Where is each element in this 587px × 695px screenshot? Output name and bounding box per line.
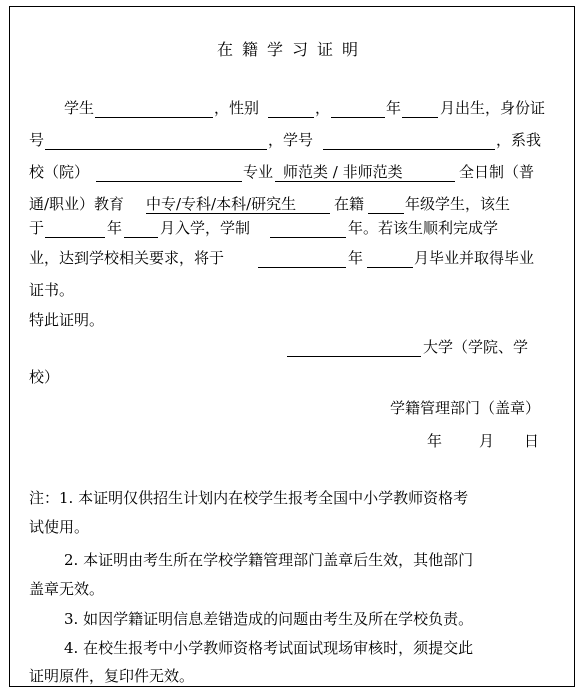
- stamp-department: 学籍管理部门（盖章）: [390, 399, 541, 417]
- note-3: 3. 如因学籍证明信息差错造成的问题由考生及所在学校负责。: [64, 610, 474, 628]
- underline-education-level: [146, 213, 330, 214]
- label-graduation-month: 月毕业并取得毕业: [414, 249, 535, 267]
- note-4-line-2: 证明原件，复印件无效。: [29, 667, 195, 685]
- label-certificate: 证书。: [29, 281, 75, 299]
- label-birth-month-id: 月出生，身份证: [440, 99, 546, 117]
- blank-enroll-month[interactable]: [124, 237, 158, 238]
- label-student: 学生: [64, 99, 95, 117]
- option-normal-type[interactable]: 师范类 / 非师范类: [283, 163, 403, 181]
- note-4-line-1: 4. 在校生报考中小学教师资格考试面试现场审核时，须提交此: [64, 639, 474, 657]
- date-month-label: 月: [479, 432, 495, 450]
- blank-student-name[interactable]: [95, 117, 213, 118]
- note-1-line-1: 注：1. 本证明仅供招生计划内在校学生报考全国中小学教师资格考: [29, 489, 469, 507]
- comma-1: ，: [315, 99, 331, 117]
- blank-university[interactable]: [287, 356, 421, 357]
- blank-graduation-year[interactable]: [258, 267, 346, 268]
- blank-grade[interactable]: [368, 213, 404, 214]
- label-hereby-certify: 特此证明。: [29, 311, 105, 329]
- date-day-label: 日: [524, 432, 540, 450]
- blank-program-length[interactable]: [270, 237, 346, 238]
- label-school: ，系我: [496, 131, 542, 149]
- label-program-length: 年。若该生顺利完成学: [348, 219, 499, 237]
- underline-normal-type: [275, 181, 455, 182]
- label-enrolled: 在籍: [334, 195, 365, 213]
- date-year-label: 年: [427, 432, 443, 450]
- label-enroll-year: 年: [107, 219, 123, 237]
- blank-birth-month[interactable]: [402, 117, 438, 118]
- label-major: 专业: [243, 163, 274, 181]
- label-school-college: 校（院）: [29, 163, 90, 181]
- label-grade: 年级学生，该生: [405, 195, 511, 213]
- document-title: 在籍学习证明: [217, 40, 368, 59]
- blank-graduation-month[interactable]: [367, 267, 413, 268]
- label-education-type: 通/职业）教育: [29, 195, 125, 213]
- label-gender: ，性别: [214, 99, 260, 117]
- blank-student-number[interactable]: [323, 149, 495, 150]
- label-school-end: 校）: [29, 368, 60, 386]
- blank-enroll-year[interactable]: [45, 237, 105, 238]
- label-graduation-year: 年: [348, 249, 364, 267]
- blank-id-number[interactable]: [45, 149, 267, 150]
- note-2-line-2: 盖章无效。: [29, 580, 105, 598]
- label-university: 大学（学院、学: [423, 338, 529, 356]
- blank-birth-year[interactable]: [331, 117, 385, 118]
- label-at: 于: [29, 219, 45, 237]
- label-id-number: 号: [29, 131, 45, 149]
- note-2-line-1: 2. 本证明由考生所在学校学籍管理部门盖章后生效，其他部门: [64, 551, 474, 569]
- label-birth-year: 年: [386, 99, 402, 117]
- label-graduation-expect: 业，达到学校相关要求，将于: [29, 249, 225, 267]
- note-1-line-2: 试使用。: [29, 518, 90, 536]
- blank-school[interactable]: [96, 181, 242, 182]
- blank-gender[interactable]: [268, 117, 314, 118]
- label-full-time: 全日制（普: [459, 163, 535, 181]
- label-enroll-month: 月入学，学制: [160, 219, 251, 237]
- label-student-number: ，学号: [268, 131, 314, 149]
- option-education-level[interactable]: 中专/专科/本科/研究生: [146, 195, 297, 213]
